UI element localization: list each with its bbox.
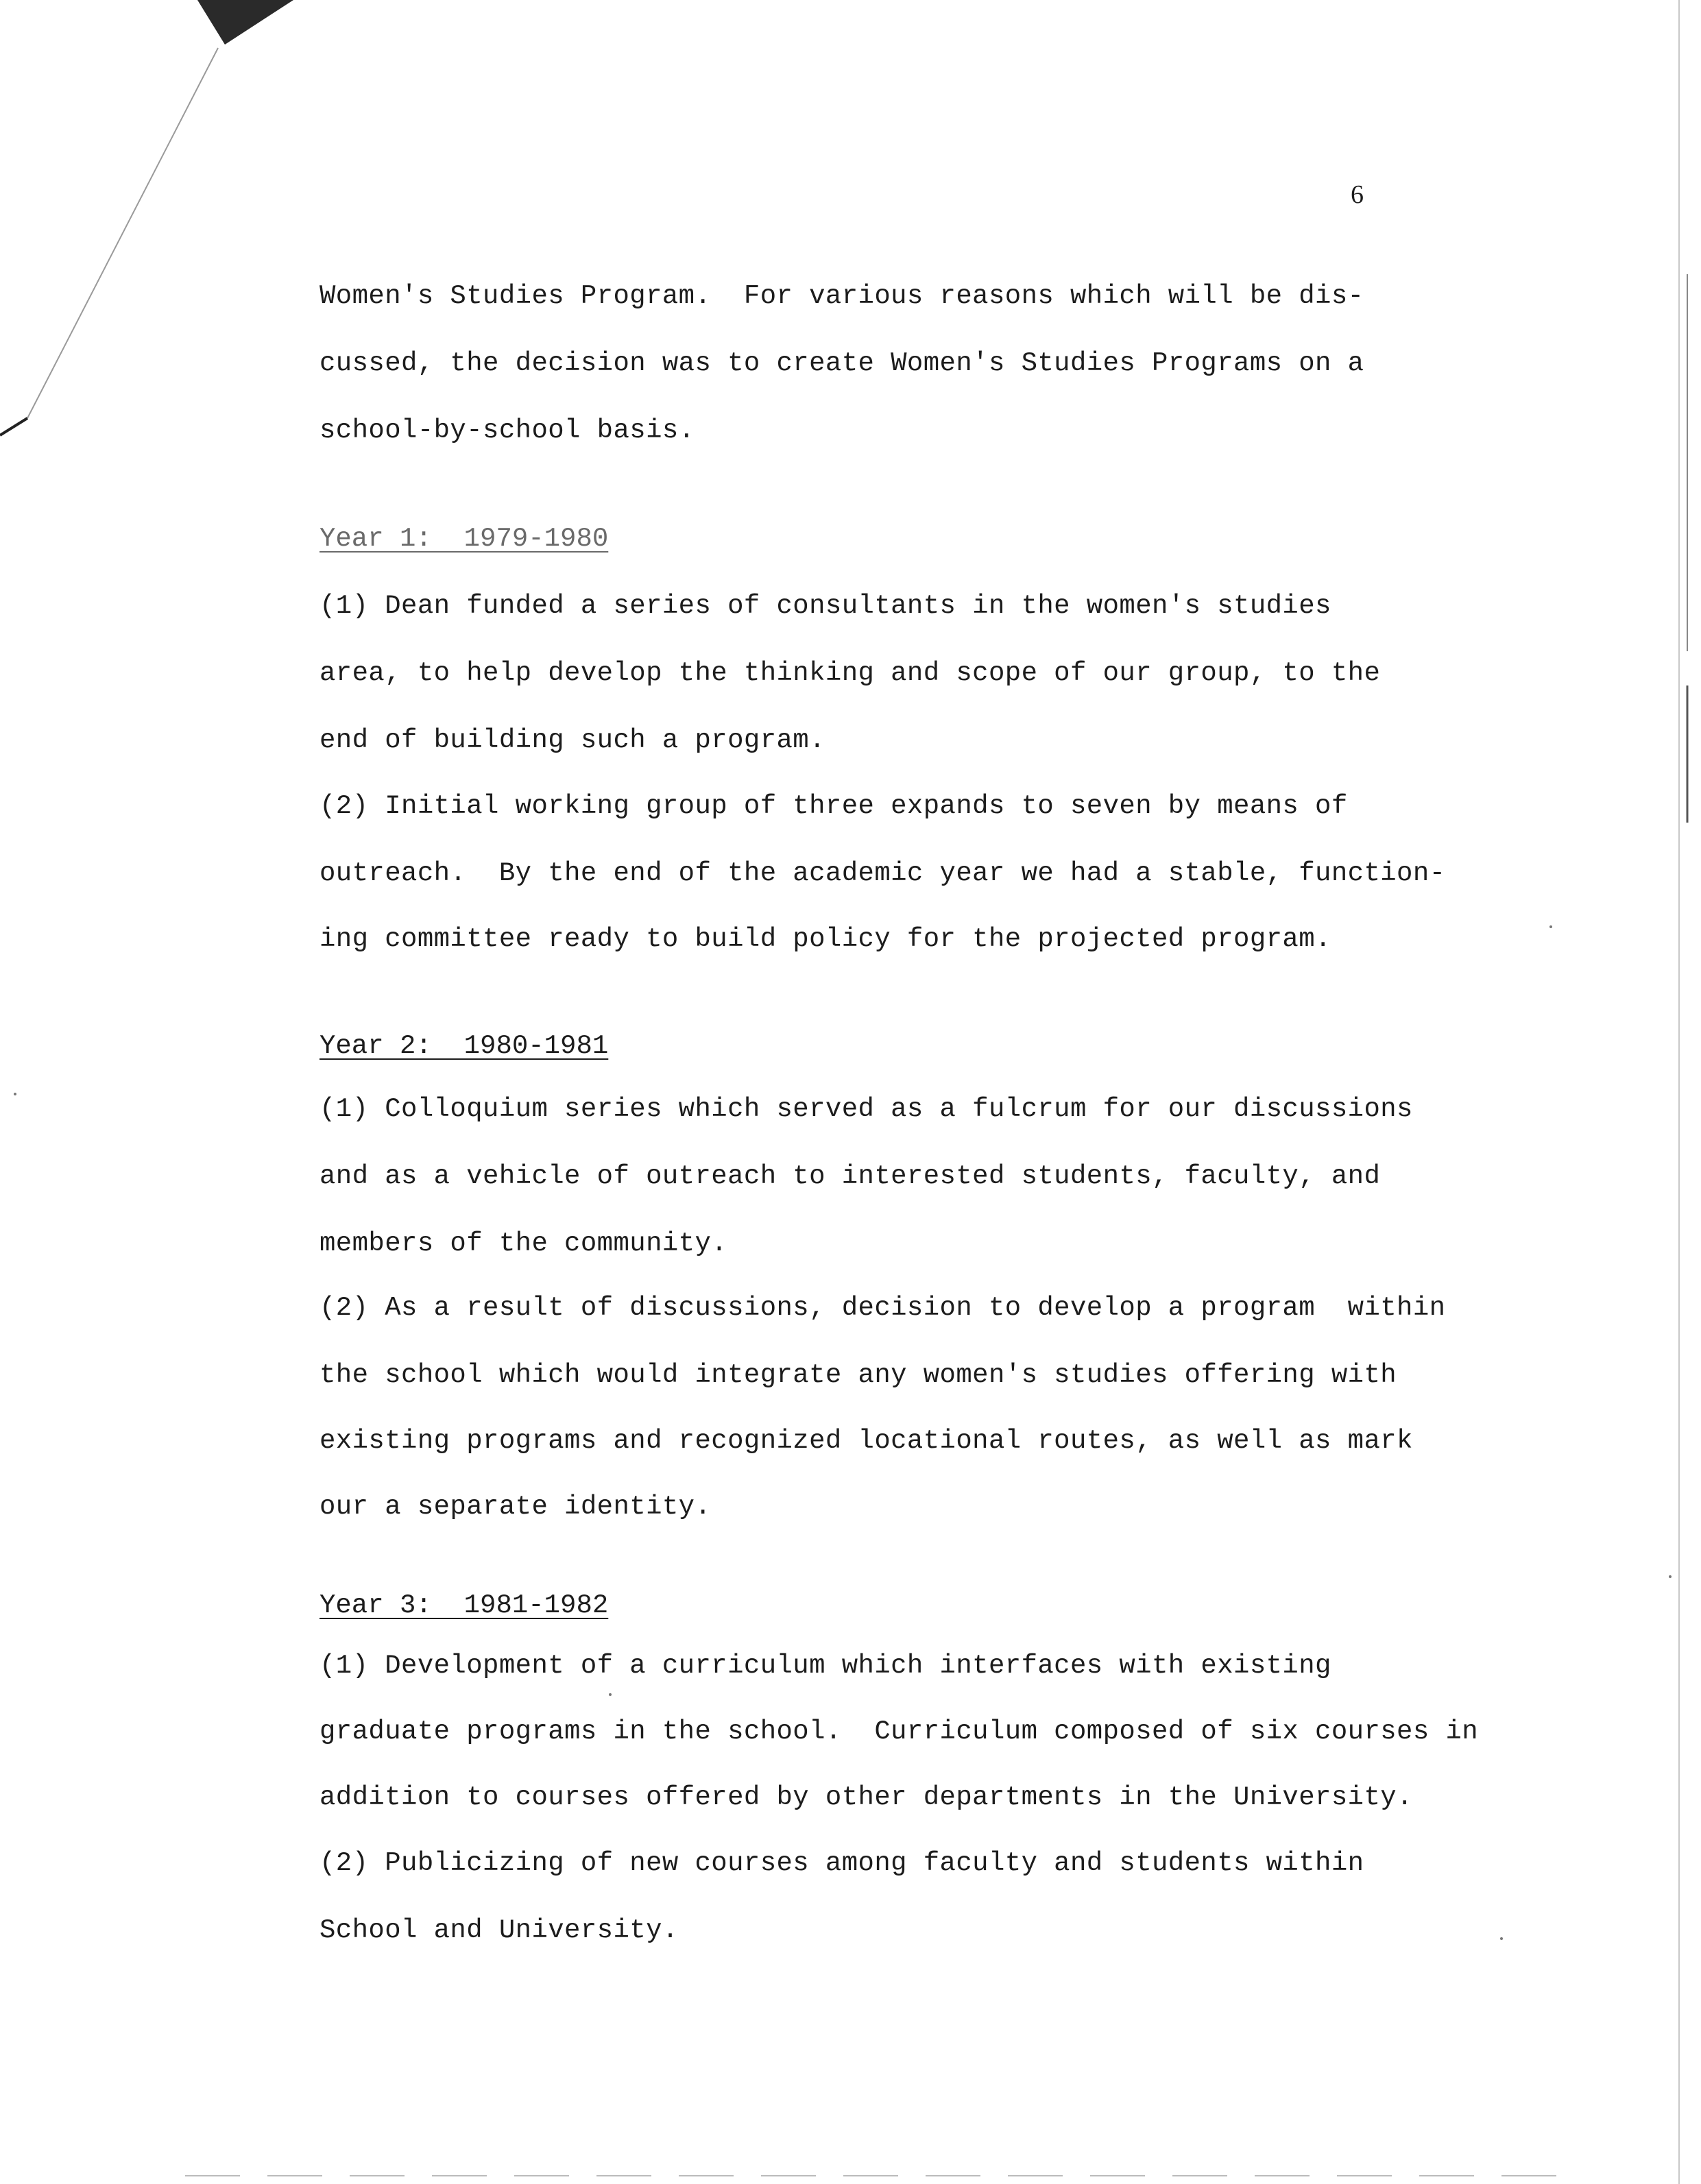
year1-line-1: (1) Dean funded a series of consultants in the women's studies [319, 591, 1331, 621]
year2-line-5: the school which would integrate any women's studies offering with [319, 1360, 1397, 1390]
year2-line-1: (1) Colloquium series which served as a fulcrum for our discussions [319, 1094, 1413, 1124]
year1-line-2: area, to help develop the thinking and scope of our group, to the [319, 658, 1381, 688]
year3-heading: Year 3: 1981-1982 [319, 1590, 609, 1621]
year3-line-1: (1) Development of a curriculum which interfaces with existing [319, 1651, 1331, 1681]
page-fold-line [0, 34, 233, 446]
intro-line-2: cussed, the decision was to create Women's Studies Programs on a [319, 348, 1364, 378]
scan-speck [1669, 1575, 1672, 1578]
year2-line-4: (2) As a result of discussions, decision to develop a program within [319, 1293, 1446, 1323]
year3-line-2: graduate programs in the school. Curriculum composed of six courses in [319, 1716, 1479, 1747]
year2-line-7: our a separate identity. [319, 1492, 712, 1522]
year1-line-6: ing committee ready to build policy for the projected program. [319, 924, 1331, 954]
scan-speck [1500, 1937, 1503, 1940]
year2-line-3: members of the community. [319, 1228, 728, 1259]
year1-heading: Year 1: 1979-1980 [319, 524, 609, 554]
year1-line-5: outreach. By the end of the academic year we had a stable, function- [319, 858, 1446, 888]
year2-line-6: existing programs and recognized locational routes, as well as mark [319, 1426, 1413, 1456]
year3-line-4: (2) Publicizing of new courses among faculty and students within [319, 1848, 1364, 1878]
scan-speck [1549, 925, 1552, 928]
page-right-edge [1674, 0, 1701, 2184]
page-number: 6 [1351, 180, 1364, 209]
year3-line-5: School and University. [319, 1915, 679, 1945]
intro-line-1: Women's Studies Program. For various reasons which will be dis- [319, 281, 1364, 311]
year3-line-3: addition to courses offered by other departments in the University. [319, 1782, 1413, 1812]
page-bottom-edge [0, 2170, 1701, 2184]
year1-line-4: (2) Initial working group of three expands to seven by means of [319, 791, 1348, 821]
year2-heading: Year 2: 1980-1981 [319, 1031, 609, 1061]
year2-line-2: and as a vehicle of outreach to interested students, faculty, and [319, 1161, 1381, 1191]
scan-speck [14, 1093, 16, 1095]
year1-line-3: end of building such a program. [319, 725, 825, 755]
scan-speck [609, 1693, 612, 1696]
intro-line-3: school-by-school basis. [319, 415, 695, 446]
